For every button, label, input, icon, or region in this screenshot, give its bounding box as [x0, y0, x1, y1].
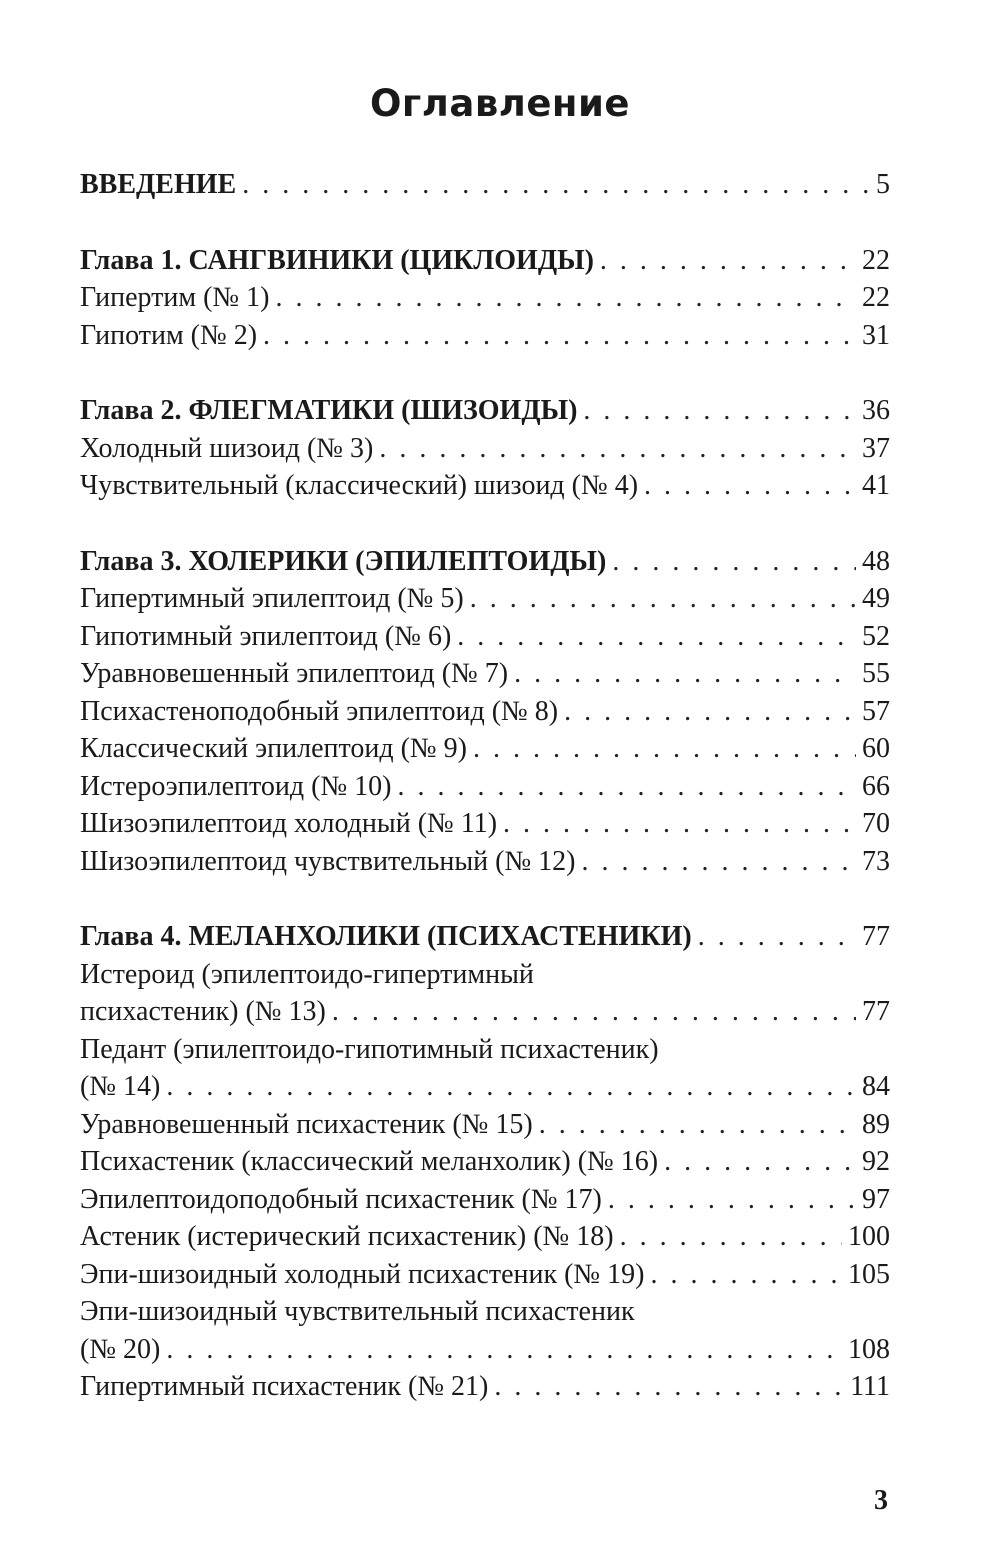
dot-leader [612, 543, 856, 581]
dot-leader [620, 1218, 842, 1256]
entry-page: 70 [862, 808, 890, 839]
entry-title: Гипотим (№ 2) [80, 319, 258, 351]
dot-leader [379, 430, 856, 468]
entry-title: Гипертимный психастеник (№ 21) [80, 1371, 489, 1402]
toc-entry[interactable] [80, 467, 890, 505]
toc-entry[interactable] [80, 279, 890, 317]
dot-leader [494, 1368, 844, 1406]
toc-intro-title: ВВЕДЕНИЕ [80, 169, 237, 200]
dot-leader [263, 317, 856, 355]
chapter-page: 22 [862, 244, 890, 276]
dot-leader [582, 843, 857, 881]
dot-leader [564, 693, 856, 731]
toc-entry-first-line[interactable] [80, 1031, 890, 1069]
dot-leader [166, 1068, 856, 1106]
entry-page: 49 [862, 583, 890, 614]
entry-page: 105 [848, 1258, 890, 1290]
chapter-page: 77 [862, 921, 890, 952]
dot-leader [457, 618, 856, 656]
dot-leader [166, 1331, 842, 1369]
entry-title: (№ 14) [80, 1071, 161, 1102]
entry-page: 73 [862, 845, 890, 877]
toc-entry[interactable] [80, 1143, 890, 1181]
entry-page: 84 [862, 1071, 890, 1102]
entry-page: 60 [862, 733, 890, 764]
chapter-title: Глава 4. МЕЛАНХОЛИКИ (ПСИХАСТЕНИКИ) [80, 921, 692, 952]
dot-leader [470, 580, 856, 618]
entry-page: 100 [848, 1221, 890, 1252]
chapter-title: Глава 2. ФЛЕГМАТИКИ (ШИЗОИДЫ) [80, 395, 578, 426]
dot-leader [608, 1181, 856, 1219]
entry-page: 92 [862, 1146, 890, 1177]
dot-leader [600, 242, 856, 280]
entry-title-line1: Педант (эпилептоидо-гипотимный психастеник) [80, 1033, 659, 1065]
entry-page: 37 [862, 432, 890, 464]
entry-page: 77 [862, 996, 890, 1027]
dot-leader [398, 768, 857, 806]
entry-title: психастеник) (№ 13) [80, 996, 326, 1027]
dot-leader [650, 1256, 842, 1294]
entry-page: 22 [862, 282, 890, 313]
toc-entry[interactable] [80, 768, 890, 806]
dot-leader [583, 392, 856, 430]
table-of-contents [80, 166, 890, 1406]
dot-leader [514, 655, 856, 693]
entry-page: 89 [862, 1108, 890, 1140]
dot-leader [503, 805, 856, 843]
entry-title: (№ 20) [80, 1333, 161, 1365]
toc-entry[interactable] [80, 317, 890, 355]
entry-title: Психастеноподобный эпилептоид (№ 8) [80, 695, 559, 727]
entry-page: 66 [862, 770, 890, 802]
entry-page: 55 [862, 658, 890, 689]
entry-title: Чувствительный (классический) шизоид (№ 4) [80, 470, 639, 501]
entry-title: Психастеник (классический меланхолик) (№ 16) [80, 1146, 659, 1177]
entry-title: Шизоэпилептоид чувствительный (№ 12) [80, 845, 576, 877]
entry-title: Гипотимный эпилептоид (№ 6) [80, 620, 452, 652]
entry-title: Гипертимный эпилептоид (№ 5) [80, 583, 464, 614]
toc-entry[interactable] [80, 1218, 890, 1256]
toc-intro[interactable] [80, 166, 890, 204]
toc-entry[interactable] [80, 693, 890, 731]
dot-leader [644, 467, 856, 505]
entry-page: 97 [862, 1183, 890, 1215]
chapter-title: Глава 3. ХОЛЕРИКИ (ЭПИЛЕПТОИДЫ) [80, 545, 607, 577]
dot-leader [332, 993, 856, 1031]
toc-entry[interactable] [80, 993, 890, 1031]
toc-entry[interactable] [80, 1368, 890, 1406]
toc-intro-page: 5 [876, 169, 890, 200]
toc-entry[interactable] [80, 618, 890, 656]
toc-entry[interactable] [80, 430, 890, 468]
dot-leader [242, 166, 870, 204]
entry-title: Уравновешенный психастеник (№ 15) [80, 1108, 533, 1140]
entry-title: Шизоэпилептоид холодный (№ 11) [80, 808, 498, 839]
dot-leader [664, 1143, 856, 1181]
chapter-page: 36 [862, 395, 890, 426]
toc-entry[interactable] [80, 1331, 890, 1369]
entry-title: Истероэпилептоид (№ 10) [80, 770, 392, 802]
entry-title: Холодный шизоид (№ 3) [80, 432, 374, 464]
toc-entry[interactable] [80, 580, 890, 618]
entry-title: Астеник (истерический психастеник) (№ 18) [80, 1221, 614, 1252]
toc-entry[interactable] [80, 655, 890, 693]
toc-chapter-1[interactable] [80, 242, 890, 280]
toc-entry-first-line[interactable] [80, 956, 890, 994]
toc-chapter-4[interactable] [80, 918, 890, 956]
entry-title: Эпилептоидоподобный психастеник (№ 17) [80, 1183, 602, 1215]
chapter-title: Глава 1. САНГВИНИКИ (ЦИКЛОИДЫ) [80, 244, 594, 276]
entry-page: 108 [848, 1333, 890, 1365]
entry-page: 41 [862, 470, 890, 501]
toc-entry[interactable] [80, 730, 890, 768]
page-number: 3 [874, 1485, 888, 1516]
entry-page: 52 [862, 620, 890, 652]
entry-title: Классический эпилептоид (№ 9) [80, 733, 467, 764]
entry-page: 57 [862, 695, 890, 727]
page-title: Оглавление [369, 82, 631, 125]
entry-title: Гипертим (№ 1) [80, 282, 270, 313]
toc-entry[interactable] [80, 805, 890, 843]
dot-leader [539, 1106, 856, 1144]
dot-leader [698, 918, 856, 956]
toc-entry-first-line[interactable] [80, 1293, 890, 1331]
chapter-page: 48 [862, 545, 890, 577]
entry-title-line1: Истероид (эпилептоидо-гипертимный [80, 958, 534, 990]
entry-title-line1: Эпи-шизоидный чувствительный психастеник [80, 1296, 635, 1327]
entry-title: Эпи-шизоидный холодный психастеник (№ 19) [80, 1258, 645, 1290]
toc-chapter-2[interactable] [80, 392, 890, 430]
entry-title: Уравновешенный эпилептоид (№ 7) [80, 658, 509, 689]
toc-entry[interactable] [80, 1256, 890, 1294]
toc-entry[interactable] [80, 1106, 890, 1144]
dot-leader [473, 730, 856, 768]
toc-entry[interactable] [80, 1181, 890, 1219]
toc-entry[interactable] [80, 1068, 890, 1106]
toc-entry[interactable] [80, 843, 890, 881]
entry-page: 111 [850, 1371, 890, 1402]
dot-leader [275, 279, 856, 317]
toc-chapter-3[interactable] [80, 543, 890, 581]
entry-page: 31 [862, 319, 890, 351]
